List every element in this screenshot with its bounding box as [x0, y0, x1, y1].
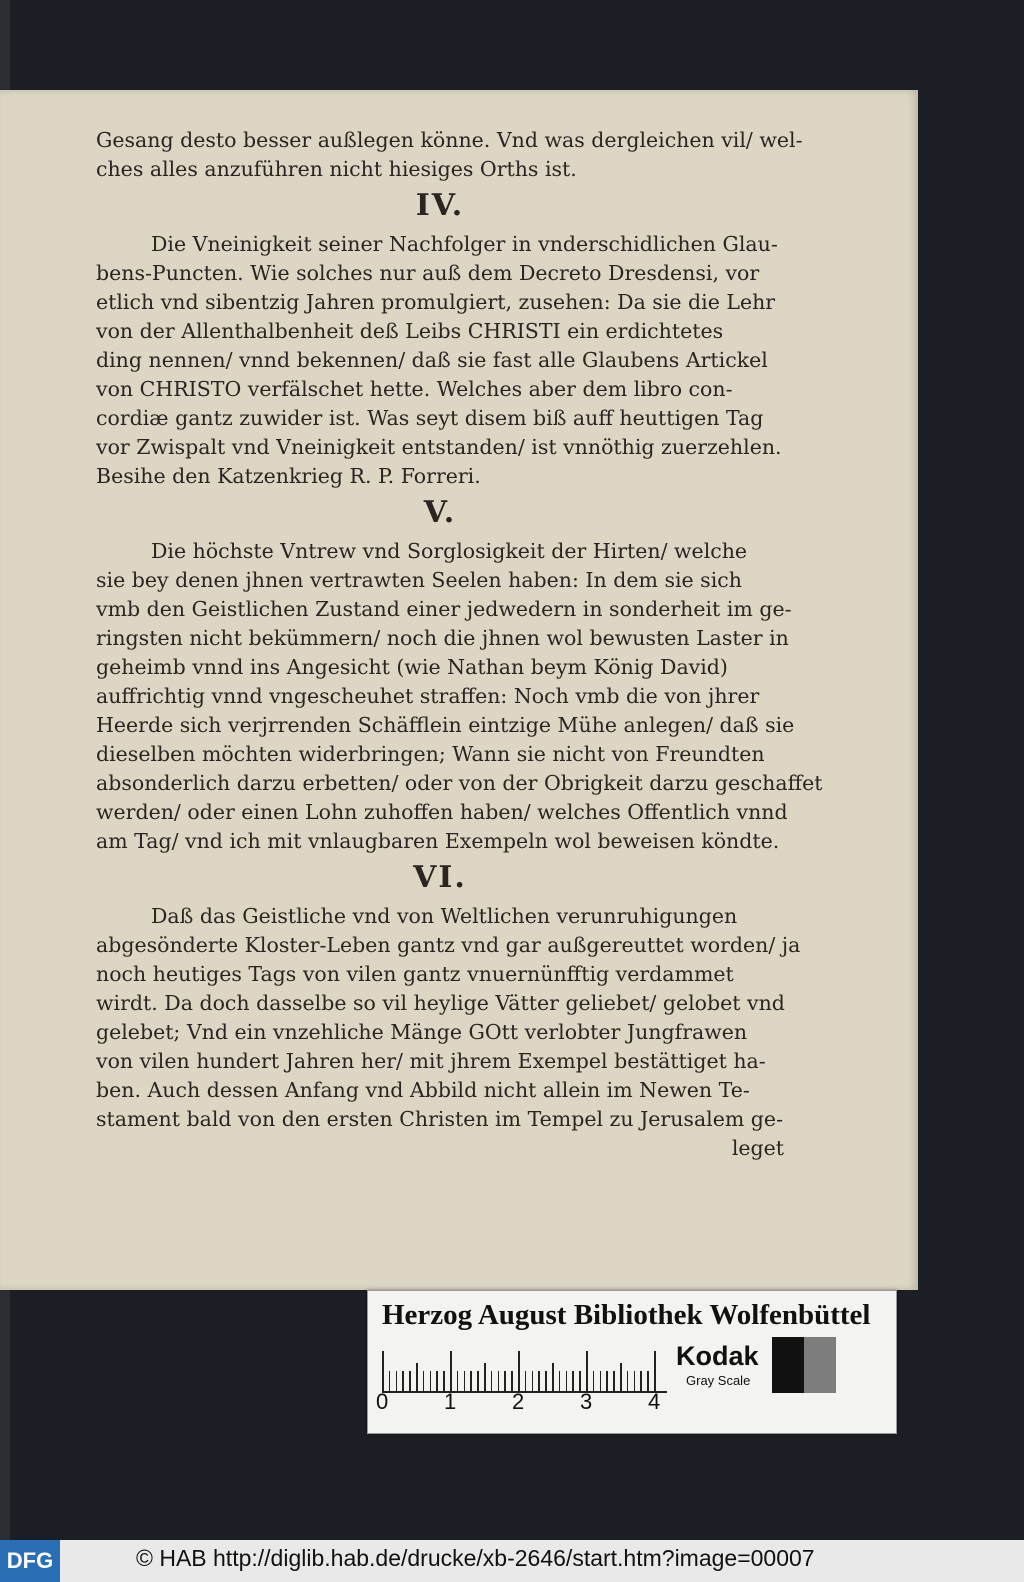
- section-6: [96, 902, 801, 1134]
- ruler-tick: [613, 1371, 615, 1391]
- page-text: [96, 126, 823, 1163]
- text-line: von CHRISTO verfälschet hette. Welches aber dem libro con-: [96, 377, 733, 401]
- text-line: werden/ oder einen Lohn zuhoffen haben/ welches Offentlich vnnd: [96, 800, 788, 824]
- ruler-tick: [470, 1371, 472, 1391]
- ruler-tick: [504, 1371, 506, 1391]
- section-5: [96, 537, 823, 856]
- ruler-tick: [484, 1363, 486, 1391]
- ruler-number: 0: [376, 1389, 389, 1414]
- ruler-tick: [532, 1371, 534, 1391]
- ruler-tick: [518, 1351, 520, 1391]
- text-line: sie bey denen jhnen vertrawten Seelen haben: In dem sie sich: [96, 568, 742, 592]
- section-heading-6: VI.: [413, 860, 467, 895]
- text-line: absonderlich darzu erbetten/ oder von der Obrigkeit darzu geschaffet: [96, 771, 823, 795]
- text-line: am Tag/ vnd ich mit vnlaugbaren Exempeln wol beweisen köndte.: [96, 829, 780, 853]
- ruler-tick: [566, 1371, 568, 1391]
- section-4: [96, 230, 784, 491]
- ruler-tick: [640, 1371, 642, 1391]
- ruler-tick: [382, 1351, 384, 1391]
- ruler-tick: [620, 1363, 622, 1391]
- text-line: Gesang desto besser außlegen könne. Vnd was dergleichen vil/ wel-: [96, 128, 803, 152]
- ruler-tick: [593, 1371, 595, 1391]
- text-line: auffrichtig vnnd vngescheuhet straffen: Noch vmb die von jhrer: [96, 684, 760, 708]
- ruler-tick: [525, 1371, 527, 1391]
- copyright-link[interactable]: © HAB http://diglib.hab.de/drucke/xb-2646/start.htm?image=00007: [136, 1545, 815, 1571]
- ruler-tick: [579, 1371, 581, 1391]
- ruler-tick: [647, 1371, 649, 1391]
- text-line: ringsten nicht bekümmern/ noch die jhnen wol bewusten Laster in: [96, 626, 789, 650]
- ruler-tick: [600, 1371, 602, 1391]
- dfg-logo: DFG: [0, 1540, 60, 1582]
- ruler-tick: [477, 1371, 479, 1391]
- text-line: bens-Puncten. Wie solches nur auß dem Decreto Dresdensi, vor: [96, 261, 760, 285]
- ruler-number: 2: [512, 1389, 525, 1414]
- ruler-tick: [491, 1371, 493, 1391]
- gray-scale-label: Gray Scale: [686, 1373, 751, 1388]
- gray-patch-white: [836, 1337, 868, 1393]
- ruler-tick: [654, 1351, 656, 1391]
- ruler-tick: [545, 1371, 547, 1391]
- ruler-tick: [498, 1371, 500, 1391]
- ruler-tick: [423, 1371, 425, 1391]
- text-line: Heerde sich verjrrenden Schäfflein eintzige Mühe anlegen/ daß sie: [96, 713, 795, 737]
- gray-patch-black: [772, 1337, 804, 1393]
- text-line: Die Vneinigkeit seiner Nachfolger in vnderschidlichen Glau-: [151, 232, 778, 256]
- document-page: [0, 90, 918, 1290]
- ruler-tick: [430, 1371, 432, 1391]
- library-name: Herzog August Bibliothek Wolfenbüttel: [382, 1299, 871, 1331]
- ruler-tick: [443, 1371, 445, 1391]
- text-line: wirdt. Da doch dasselbe so vil heylige Vätter geliebet/ gelobet vnd: [96, 991, 785, 1015]
- ruler-number: 3: [580, 1389, 593, 1414]
- ruler-tick: [559, 1371, 561, 1391]
- text-line: gelebet; Vnd ein vnzehliche Mänge GOtt verlobter Jungfrawen: [96, 1020, 748, 1044]
- ruler-tick: [572, 1371, 574, 1391]
- text-line: Besihe den Katzenkrieg R. P. Forreri.: [96, 464, 481, 488]
- ruler-tick: [450, 1351, 452, 1391]
- ruler-tick: [389, 1371, 391, 1391]
- text-line: dieselben möchten widerbringen; Wann sie nicht von Freundten: [96, 742, 765, 766]
- ruler-tick: [402, 1371, 404, 1391]
- ruler-tick: [436, 1371, 438, 1391]
- gray-patch-mid: [804, 1337, 836, 1393]
- kodak-logo: Kodak: [676, 1341, 759, 1371]
- text-line: abgesönderte Kloster-Leben gantz vnd gar außgereuttet worden/ ja: [96, 933, 801, 957]
- ruler-tick: [634, 1371, 636, 1391]
- ruler-tick: [409, 1371, 411, 1391]
- ruler-tick: [464, 1371, 466, 1391]
- text-line: ben. Auch dessen Anfang vnd Abbild nicht allein im Newen Te-: [96, 1078, 750, 1102]
- ruler-tick: [627, 1371, 629, 1391]
- section-heading-5: V.: [423, 495, 457, 530]
- ruler-tick: [416, 1363, 418, 1391]
- ruler-number: 4: [648, 1389, 661, 1414]
- text-line: Die höchste Vntrew vnd Sorglosigkeit der Hirten/ welche: [151, 539, 748, 563]
- text-line: noch heutiges Tags von vilen gantz vnuernünfftig verdammet: [96, 962, 734, 986]
- ruler-tick: [457, 1371, 459, 1391]
- text-line: von vilen hundert Jahren her/ mit jhrem Exempel bestättiget ha-: [96, 1049, 766, 1073]
- color-target-card: [367, 1290, 897, 1434]
- ruler-tick: [511, 1371, 513, 1391]
- ruler-tick: [586, 1351, 588, 1391]
- text-line: geheimb vnnd ins Angesicht (wie Nathan beym König David): [96, 655, 728, 679]
- text-line: ches alles anzuführen nicht hiesiges Orths ist.: [96, 157, 577, 181]
- measurement-ruler: [382, 1347, 667, 1393]
- text-line: vmb den Geistlichen Zustand einer jedwedern in sonderheit im ge-: [96, 597, 792, 621]
- section-heading-4: IV.: [415, 188, 465, 223]
- ruler-tick: [396, 1371, 398, 1391]
- text-line: vor Zwispalt vnd Vneinigkeit entstanden/ ist vnnöthig zuerzehlen.: [96, 435, 782, 459]
- catchword: leget: [731, 1136, 784, 1160]
- text-line: etlich vnd sibentzig Jahren promulgiert, zusehen: Da sie die Lehr: [96, 290, 776, 314]
- ruler-tick: [606, 1371, 608, 1391]
- text-line: ding nennen/ vnnd bekennen/ daß sie fast alle Glaubens Artickel: [96, 348, 768, 372]
- ruler-number: 1: [444, 1389, 457, 1414]
- ruler-tick: [552, 1363, 554, 1391]
- text-line: von der Allenthalbenheit deß Leibs CHRISTI ein erdichtetes: [96, 319, 724, 343]
- text-line: stament bald von den ersten Christen im Tempel zu Jerusalem ge-: [96, 1107, 783, 1131]
- ruler-tick: [538, 1371, 540, 1391]
- text-line: Daß das Geistliche vnd von Weltlichen verunruhigungen: [151, 904, 738, 928]
- text-line: cordiæ gantz zuwider ist. Was seyt disem biß auff heuttigen Tag: [96, 406, 764, 430]
